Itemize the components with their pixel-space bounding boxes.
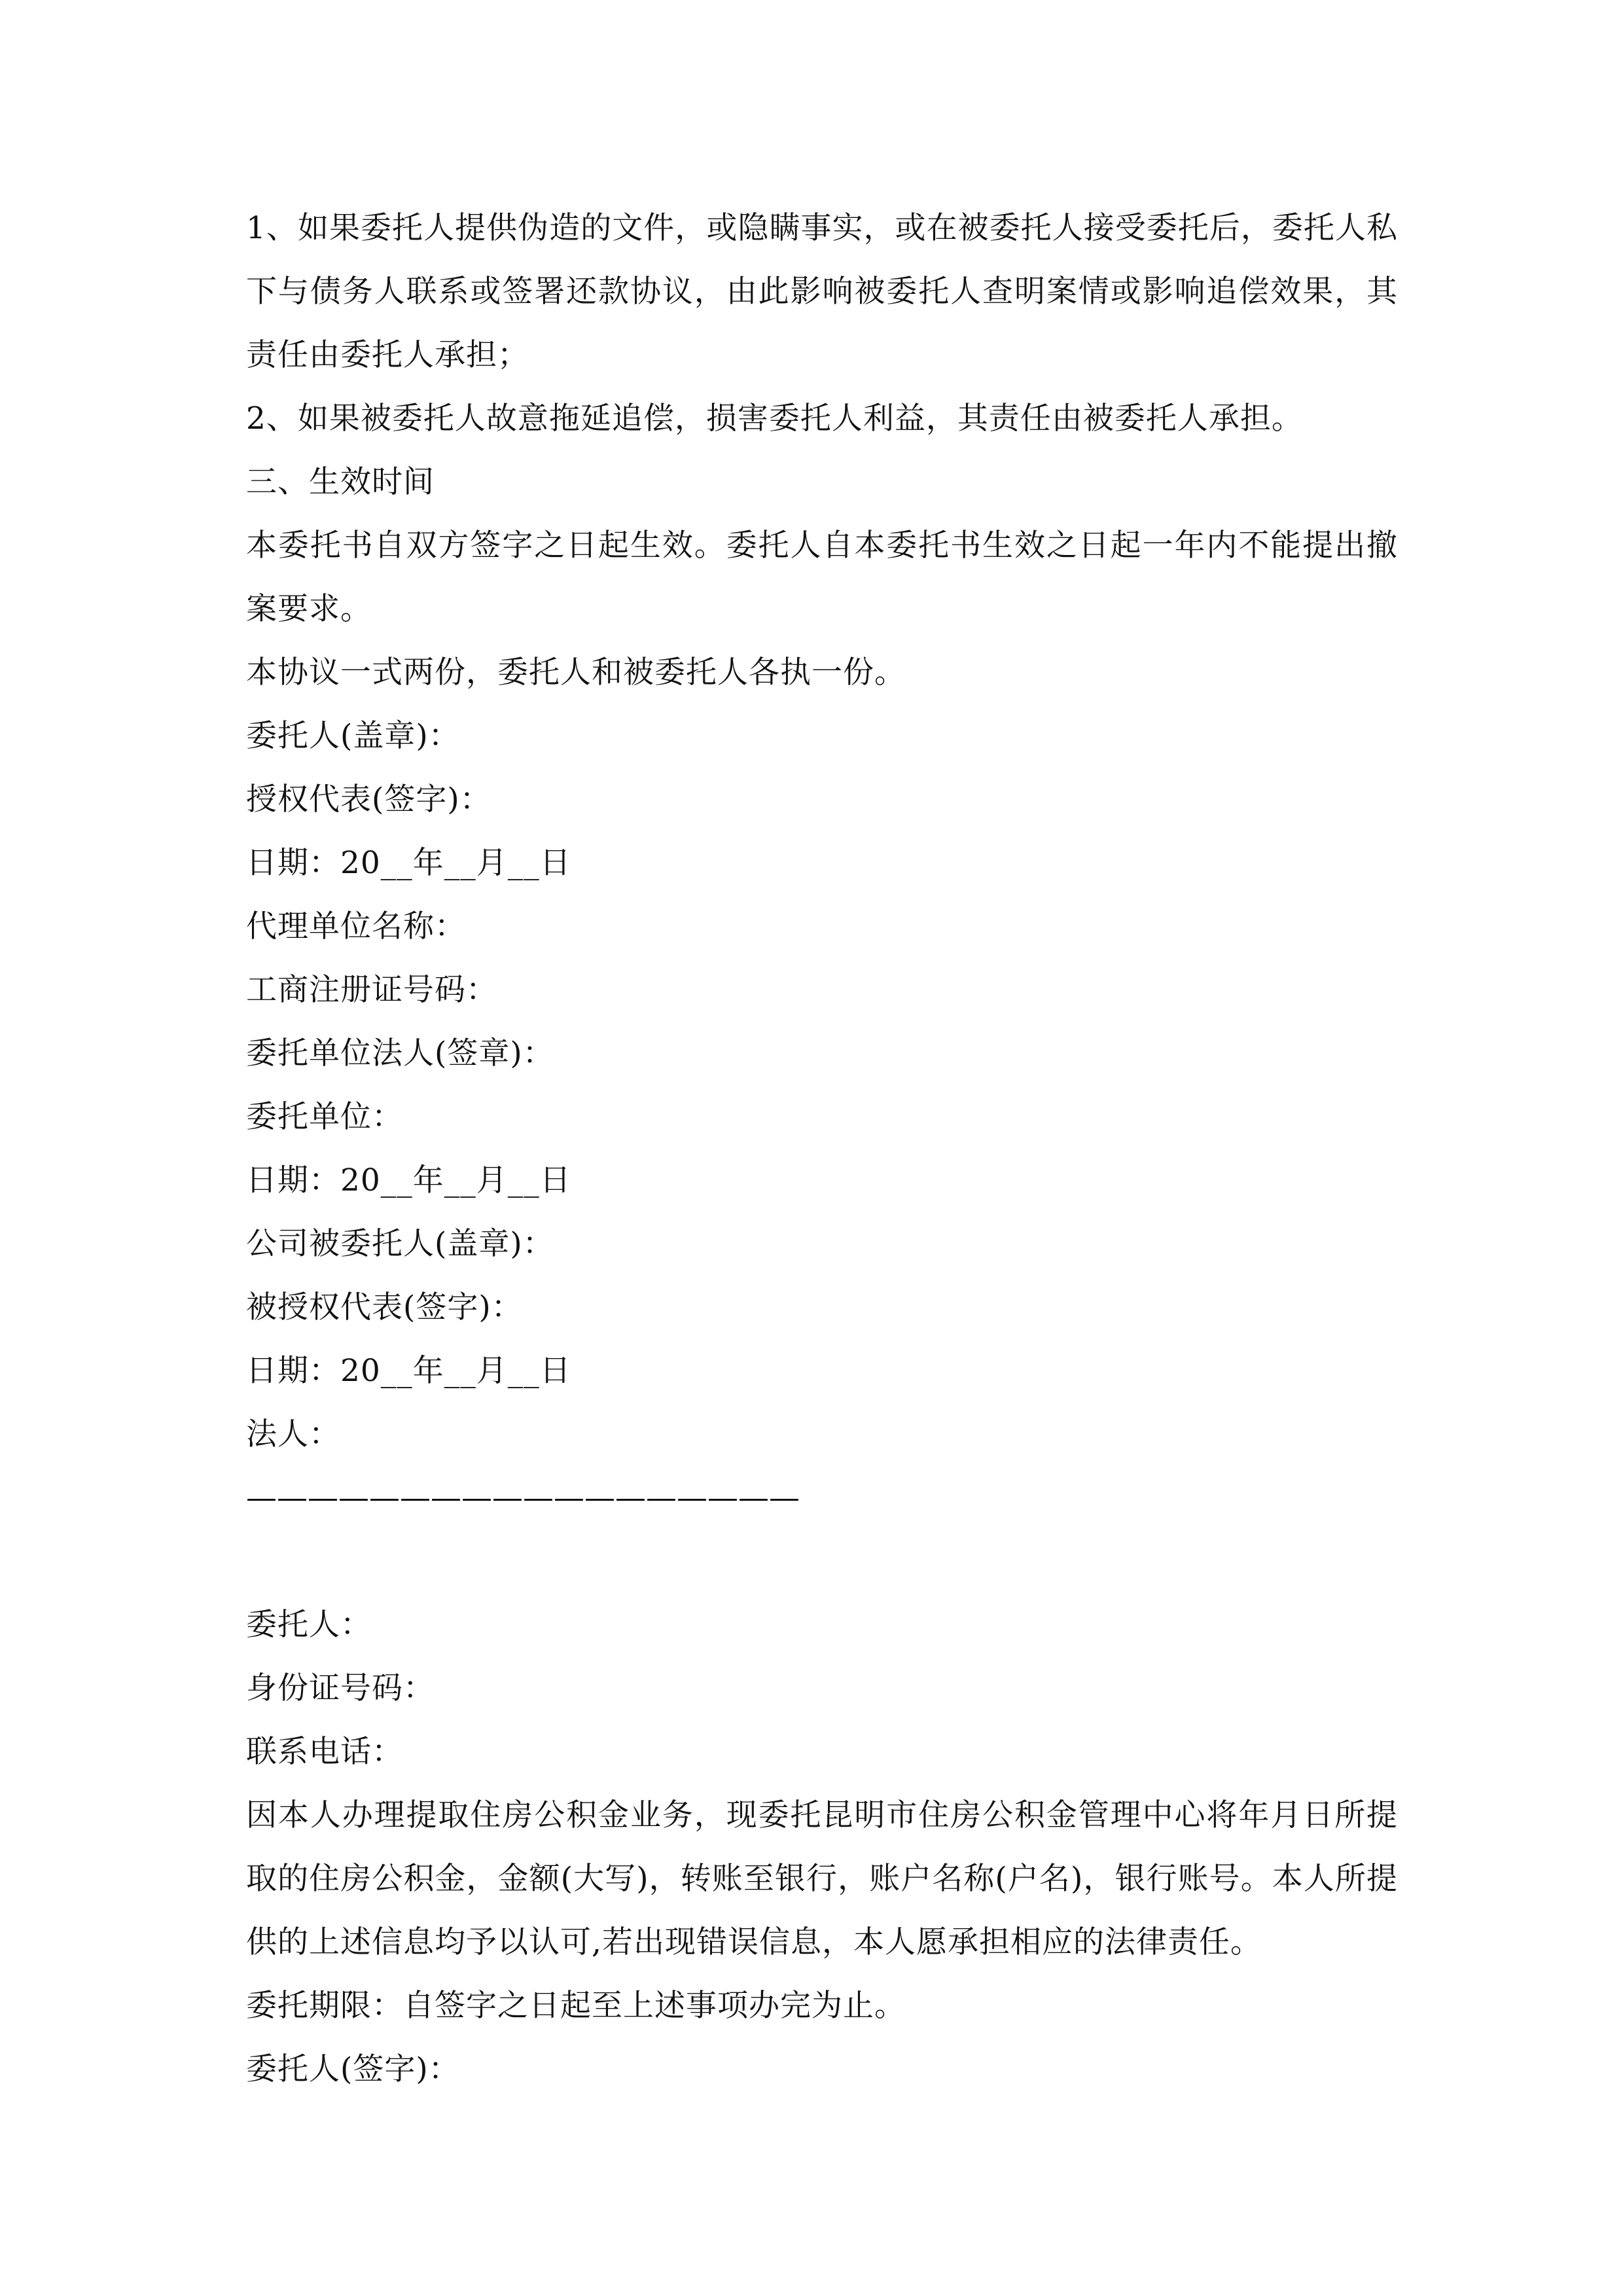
entrusting-unit-field: 委托单位：	[246, 1099, 403, 1135]
copies-paragraph: 本协议一式两份，委托人和被委托人各执一份。	[246, 655, 906, 691]
legal-person-field: 法人：	[246, 1416, 340, 1452]
id-number-field: 身份证号码：	[246, 1670, 435, 1706]
section-heading-effective-time: 三、生效时间	[246, 464, 435, 500]
clause-2-paragraph: 2、如果被委托人故意拖延追偿，损害委托人利益，其责任由被委托人承担。	[246, 401, 1303, 437]
date-field: 日期：20__年__月__日	[246, 1353, 571, 1389]
blank-gap	[246, 1530, 1398, 1593]
contact-phone-field: 联系电话：	[246, 1734, 403, 1770]
authorized-representative-field: 授权代表(签字)：	[246, 781, 491, 817]
authorized-agent-representative-field: 被授权代表(签字)：	[246, 1289, 523, 1325]
principal-signature-field: 委托人(签字)：	[246, 2051, 460, 2087]
date-field: 日期：20__年__月__日	[246, 845, 571, 881]
effective-time-paragraph: 本委托书自双方签字之日起生效。委托人自本委托书生效之日起一年内不能提出撤案要求。	[246, 528, 1398, 627]
clause-1-paragraph: 1、如果委托人提供伪造的文件，或隐瞒事实，或在被委托人接受委托后，委托人私下与债务人联系或签署还款协议，由此影响被委托人查明案情或影响追偿效果，其责任由委托人承担；	[246, 210, 1398, 373]
principal-seal-field: 委托人(盖章)：	[246, 718, 460, 754]
entrustment-period-field: 委托期限：自签字之日起至上述事项办完为止。	[246, 1988, 906, 2024]
entrusting-unit-legal-person-field: 委托单位法人(签章)：	[246, 1035, 554, 1071]
company-agent-seal-field: 公司被委托人(盖章)：	[246, 1226, 554, 1262]
agency-name-field: 代理单位名称：	[246, 908, 466, 944]
separator-rule: ——————————————————	[246, 1480, 800, 1516]
business-registration-number-field: 工商注册证号码：	[246, 972, 497, 1008]
principal-field: 委托人：	[246, 1607, 372, 1643]
date-field: 日期：20__年__月__日	[246, 1162, 571, 1198]
document-body	[246, 196, 1398, 2101]
housing-fund-entrustment-paragraph: 因本人办理提取住房公积金业务，现委托昆明市住房公积金管理中心将年月日所提取的住房公积金，金额(大写)，转账至银行，账户名称(户名)，银行账号。本人所提供的上述信息均予以认可,若出现错误信息，本人愿承担相应的法律责任。	[246, 1797, 1398, 1960]
